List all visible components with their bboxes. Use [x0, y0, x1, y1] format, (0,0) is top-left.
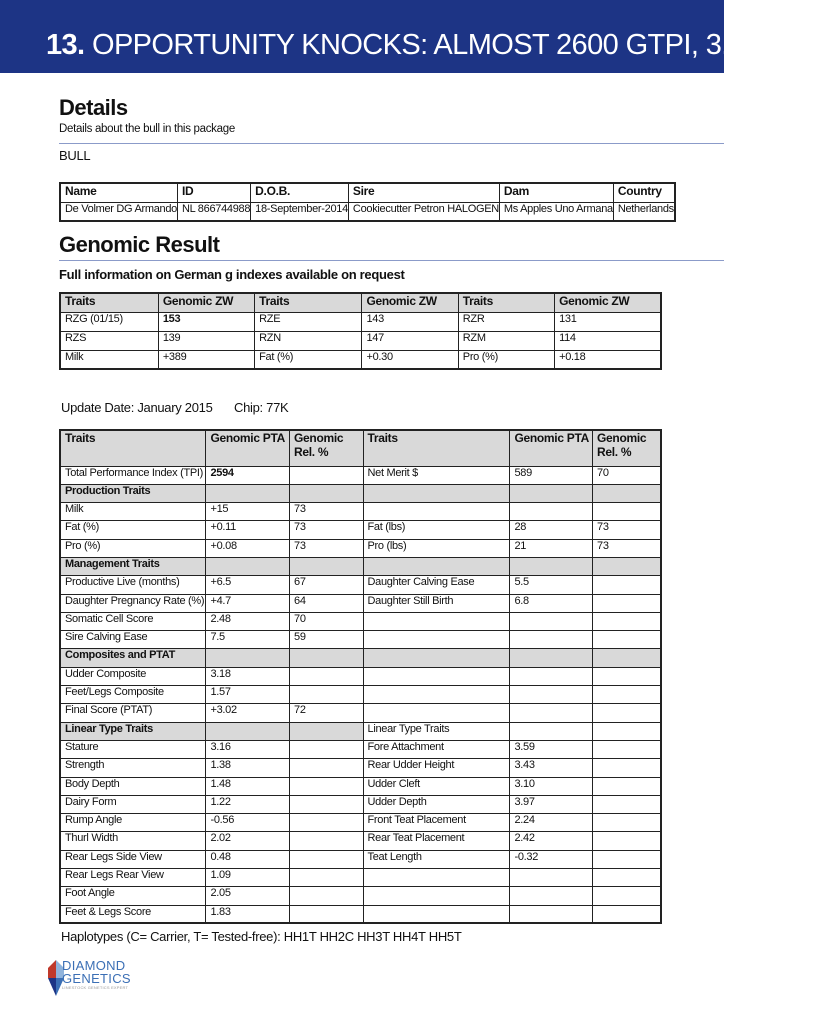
- table-cell: Rear Udder Height: [363, 759, 510, 777]
- bull-dob: 18-September-2014: [251, 202, 349, 221]
- table-cell: Rear Legs Side View: [60, 850, 206, 868]
- table-cell: RZG (01/15): [60, 312, 158, 331]
- table-header: Traits: [363, 430, 510, 466]
- bull-id: NL 866744988: [178, 202, 251, 221]
- table-cell: 73: [593, 539, 661, 557]
- table-cell: 3.43: [510, 759, 593, 777]
- divider: [59, 143, 724, 144]
- table-cell: 0.48: [206, 850, 290, 868]
- table-cell: [363, 667, 510, 685]
- table-row: [60, 484, 661, 502]
- table-row: [60, 576, 661, 594]
- table-cell: 153: [158, 312, 254, 331]
- table-header: Name: [60, 183, 178, 202]
- table-cell: Udder Composite: [60, 667, 206, 685]
- table-header: Genomic ZW: [555, 293, 661, 312]
- table-cell: [290, 869, 363, 887]
- table-cell: 7.5: [206, 631, 290, 649]
- table-header: Genomic PTA: [206, 430, 290, 466]
- table-header: Genomic Rel. %: [593, 430, 661, 466]
- table-cell: 73: [290, 539, 363, 557]
- table-row: [60, 557, 661, 575]
- table-header: Genomic ZW: [362, 293, 458, 312]
- table-cell: [593, 576, 661, 594]
- details-subtitle: Details about the bull in this package: [59, 123, 235, 135]
- table-cell: [593, 686, 661, 704]
- table-cell: [363, 649, 510, 667]
- table-cell: [593, 740, 661, 758]
- table-cell: RZS: [60, 331, 158, 350]
- table-cell: [593, 869, 661, 887]
- table-row: [60, 331, 661, 350]
- table-cell: [363, 612, 510, 630]
- table-header: Genomic PTA: [510, 430, 593, 466]
- genomic-subtitle: Full information on German g indexes available on request: [59, 267, 405, 282]
- bull-dam: Ms Apples Uno Armana: [499, 202, 613, 221]
- table-row: [60, 350, 661, 369]
- table-cell: 70: [290, 612, 363, 630]
- table-cell: 131: [555, 312, 661, 331]
- table-cell: [290, 740, 363, 758]
- table-row: [60, 905, 661, 923]
- table-cell: [290, 814, 363, 832]
- table-cell: Udder Depth: [363, 795, 510, 813]
- bull-table: [59, 182, 676, 222]
- logo-tagline: LINESTOCK GENETICS EXPERT: [62, 985, 129, 990]
- table-cell: 114: [555, 331, 661, 350]
- table-cell: Composites and PTAT: [60, 649, 206, 667]
- table-cell: [363, 686, 510, 704]
- table-row: [60, 202, 675, 221]
- table-cell: [593, 503, 661, 521]
- table-cell: RZN: [255, 331, 362, 350]
- table-cell: RZR: [458, 312, 554, 331]
- table-cell: [363, 631, 510, 649]
- table-cell: 73: [290, 503, 363, 521]
- bull-country: Netherlands: [613, 202, 675, 221]
- table-cell: Pro (%): [60, 539, 206, 557]
- table-header: Country: [613, 183, 675, 202]
- table-header: Traits: [255, 293, 362, 312]
- page-title-text: OPPORTUNITY KNOCKS: ALMOST 2600 GTPI, 3.0 PTAT: [91, 29, 819, 61]
- table-cell: Fat (%): [255, 350, 362, 369]
- table-header: Dam: [499, 183, 613, 202]
- table-cell: Thurl Width: [60, 832, 206, 850]
- table-cell: [290, 759, 363, 777]
- table-cell: [510, 484, 593, 502]
- table-cell: Udder Cleft: [363, 777, 510, 795]
- bull-sire: Cookiecutter Petron HALOGEN: [348, 202, 499, 221]
- table-cell: Pro (%): [458, 350, 554, 369]
- table-cell: Milk: [60, 503, 206, 521]
- table-cell: +0.11: [206, 521, 290, 539]
- table-cell: Feet & Legs Score: [60, 905, 206, 923]
- table-cell: [206, 722, 290, 740]
- table-cell: 28: [510, 521, 593, 539]
- table-cell: [510, 686, 593, 704]
- table-cell: [593, 594, 661, 612]
- table-row: [60, 740, 661, 758]
- table-cell: [593, 557, 661, 575]
- table-cell: [593, 649, 661, 667]
- table-cell: 589: [510, 466, 593, 484]
- table-row: [60, 722, 661, 740]
- table-cell: [206, 484, 290, 502]
- table-cell: [593, 667, 661, 685]
- table-row: [60, 850, 661, 868]
- table-row: [60, 312, 661, 331]
- table-cell: Somatic Cell Score: [60, 612, 206, 630]
- table-cell: 3.97: [510, 795, 593, 813]
- table-cell: [593, 814, 661, 832]
- table-cell: [510, 722, 593, 740]
- table-cell: Rear Teat Placement: [363, 832, 510, 850]
- table-row: [60, 521, 661, 539]
- table-cell: 2.05: [206, 887, 290, 905]
- table-cell: 72: [290, 704, 363, 722]
- table-row: [60, 887, 661, 905]
- table-cell: Final Score (PTAT): [60, 704, 206, 722]
- table-cell: Sire Calving Ease: [60, 631, 206, 649]
- table-row: [60, 814, 661, 832]
- table-cell: [290, 686, 363, 704]
- table-cell: [593, 484, 661, 502]
- bull-table-header: [60, 183, 675, 202]
- table-cell: Daughter Calving Ease: [363, 576, 510, 594]
- table-cell: [290, 484, 363, 502]
- table-row: [60, 704, 661, 722]
- table-row: [60, 631, 661, 649]
- table-cell: +0.30: [362, 350, 458, 369]
- table-cell: 70: [593, 466, 661, 484]
- table-cell: 143: [362, 312, 458, 331]
- details-heading: Details: [59, 95, 128, 120]
- table-header: Traits: [458, 293, 554, 312]
- table-row: [60, 777, 661, 795]
- table-cell: [290, 777, 363, 795]
- table-header: Genomic ZW: [158, 293, 254, 312]
- table-cell: [363, 869, 510, 887]
- table-cell: Foot Angle: [60, 887, 206, 905]
- table-cell: +0.08: [206, 539, 290, 557]
- table-cell: Front Teat Placement: [363, 814, 510, 832]
- table-cell: [363, 503, 510, 521]
- bull-name: De Volmer DG Armando: [60, 202, 178, 221]
- genomic-table-header: [60, 293, 661, 312]
- table-row: [60, 503, 661, 521]
- table-row: [60, 667, 661, 685]
- table-cell: [363, 887, 510, 905]
- table-cell: 1.83: [206, 905, 290, 923]
- table-cell: [363, 905, 510, 923]
- table-cell: Fat (%): [60, 521, 206, 539]
- table-cell: +0.18: [555, 350, 661, 369]
- table-cell: [290, 905, 363, 923]
- table-row: [60, 649, 661, 667]
- table-cell: 1.22: [206, 795, 290, 813]
- table-cell: [290, 795, 363, 813]
- table-cell: Stature: [60, 740, 206, 758]
- table-cell: -0.56: [206, 814, 290, 832]
- table-cell: Daughter Still Birth: [363, 594, 510, 612]
- table-cell: RZM: [458, 331, 554, 350]
- table-row: [60, 686, 661, 704]
- table-cell: 2.24: [510, 814, 593, 832]
- table-cell: Rear Legs Rear View: [60, 869, 206, 887]
- table-cell: Management Traits: [60, 557, 206, 575]
- table-cell: 2.42: [510, 832, 593, 850]
- table-cell: [290, 649, 363, 667]
- table-cell: [363, 557, 510, 575]
- table-cell: 3.59: [510, 740, 593, 758]
- genomic-heading: Genomic Result: [59, 232, 220, 257]
- haplotypes: Haplotypes (C= Carrier, T= Tested-free): HH1T HH2C HH3T HH4T HH5T: [61, 929, 462, 944]
- table-cell: [593, 887, 661, 905]
- table-cell: [206, 557, 290, 575]
- logo-text: DIAMOND: [62, 958, 126, 973]
- table-cell: 1.57: [206, 686, 290, 704]
- table-row: [60, 466, 661, 484]
- table-cell: [510, 869, 593, 887]
- table-row: [60, 832, 661, 850]
- table-cell: 2.02: [206, 832, 290, 850]
- table-cell: 147: [362, 331, 458, 350]
- table-cell: 1.38: [206, 759, 290, 777]
- table-cell: [290, 832, 363, 850]
- table-cell: [510, 631, 593, 649]
- bull-label: BULL: [59, 148, 91, 163]
- divider: [59, 260, 724, 261]
- table-cell: [510, 557, 593, 575]
- table-cell: [290, 466, 363, 484]
- table-cell: Teat Length: [363, 850, 510, 868]
- table-cell: [593, 777, 661, 795]
- table-cell: [593, 631, 661, 649]
- table-cell: [593, 612, 661, 630]
- table-cell: 3.10: [510, 777, 593, 795]
- table-cell: 67: [290, 576, 363, 594]
- table-cell: Linear Type Traits: [60, 722, 206, 740]
- logo-text: GENETICS: [62, 971, 131, 986]
- table-cell: +3.02: [206, 704, 290, 722]
- table-cell: Production Traits: [60, 484, 206, 502]
- table-cell: Rump Angle: [60, 814, 206, 832]
- table-cell: 2594: [206, 466, 290, 484]
- table-cell: 3.18: [206, 667, 290, 685]
- table-cell: 21: [510, 539, 593, 557]
- table-cell: [593, 759, 661, 777]
- genomic-pta-table: [59, 429, 662, 924]
- table-cell: [510, 905, 593, 923]
- table-cell: -0.32: [510, 850, 593, 868]
- page-header: [0, 0, 819, 73]
- table-cell: [290, 887, 363, 905]
- table-row: [60, 612, 661, 630]
- table-cell: [593, 832, 661, 850]
- chip-info: Chip: 77K: [234, 400, 289, 415]
- table-cell: RZE: [255, 312, 362, 331]
- pta-table-header: [60, 430, 661, 466]
- table-cell: 1.48: [206, 777, 290, 795]
- table-cell: Body Depth: [60, 777, 206, 795]
- table-cell: 139: [158, 331, 254, 350]
- table-cell: Net Merit $: [363, 466, 510, 484]
- table-cell: [206, 649, 290, 667]
- table-header: Traits: [60, 293, 158, 312]
- table-row: [60, 795, 661, 813]
- table-cell: [363, 704, 510, 722]
- table-header: ID: [178, 183, 251, 202]
- table-header: Traits: [60, 430, 206, 466]
- table-cell: Feet/Legs Composite: [60, 686, 206, 704]
- table-cell: Total Performance Index (TPI): [60, 466, 206, 484]
- table-cell: +389: [158, 350, 254, 369]
- table-cell: Milk: [60, 350, 158, 369]
- table-cell: [290, 722, 363, 740]
- table-header: Sire: [348, 183, 499, 202]
- table-cell: [510, 667, 593, 685]
- table-cell: +6.5: [206, 576, 290, 594]
- page-title: [46, 28, 819, 62]
- table-cell: Linear Type Traits: [363, 722, 510, 740]
- table-cell: 5.5: [510, 576, 593, 594]
- table-cell: Fat (lbs): [363, 521, 510, 539]
- table-cell: 73: [593, 521, 661, 539]
- table-cell: 3.16: [206, 740, 290, 758]
- table-row: [60, 594, 661, 612]
- table-cell: 2.48: [206, 612, 290, 630]
- table-cell: [593, 850, 661, 868]
- table-cell: [593, 722, 661, 740]
- table-cell: [593, 795, 661, 813]
- table-cell: 64: [290, 594, 363, 612]
- table-cell: Pro (lbs): [363, 539, 510, 557]
- table-header: Genomic Rel. %: [290, 430, 363, 466]
- table-cell: Daughter Pregnancy Rate (%): [60, 594, 206, 612]
- table-header: D.O.B.: [251, 183, 349, 202]
- table-cell: [510, 612, 593, 630]
- table-cell: Strength: [60, 759, 206, 777]
- table-row: [60, 869, 661, 887]
- table-cell: 1.09: [206, 869, 290, 887]
- table-row: [60, 759, 661, 777]
- table-cell: 6.8: [510, 594, 593, 612]
- genomic-zw-table: [59, 292, 662, 370]
- table-cell: +4.7: [206, 594, 290, 612]
- table-cell: [593, 704, 661, 722]
- table-cell: [290, 850, 363, 868]
- table-cell: [363, 484, 510, 502]
- table-cell: [510, 649, 593, 667]
- table-cell: Productive Live (months): [60, 576, 206, 594]
- table-cell: 73: [290, 521, 363, 539]
- table-cell: [510, 887, 593, 905]
- table-cell: Dairy Form: [60, 795, 206, 813]
- table-cell: +15: [206, 503, 290, 521]
- update-date: Update Date: January 2015: [61, 400, 213, 415]
- table-row: [60, 539, 661, 557]
- section-number: 13.: [46, 29, 85, 61]
- table-cell: [290, 667, 363, 685]
- table-cell: [510, 704, 593, 722]
- table-cell: [510, 503, 593, 521]
- table-cell: 59: [290, 631, 363, 649]
- table-cell: Fore Attachment: [363, 740, 510, 758]
- table-cell: [290, 557, 363, 575]
- table-cell: [593, 905, 661, 923]
